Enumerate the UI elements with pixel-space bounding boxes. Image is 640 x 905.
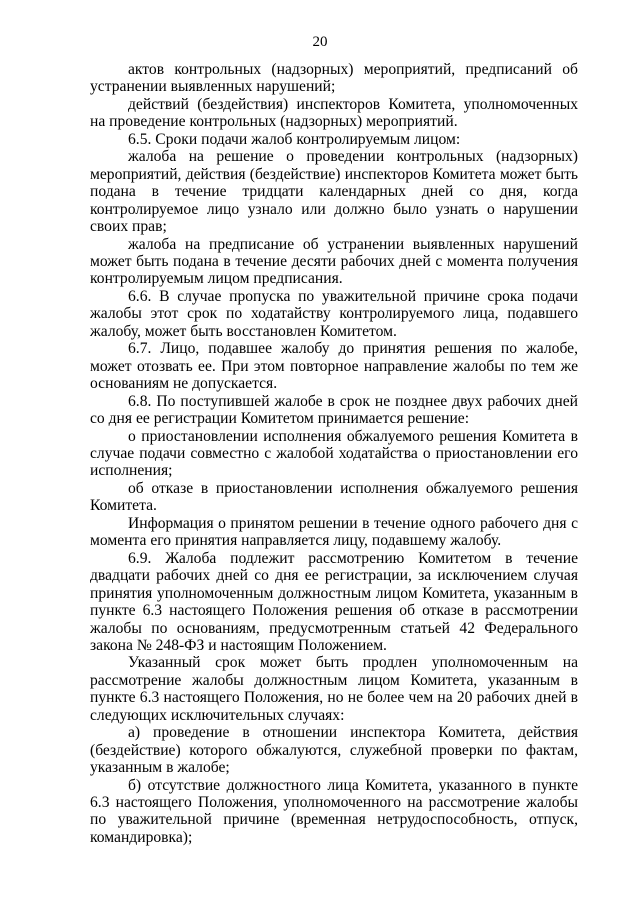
paragraph-6-9: 6.9. Жалоба подлежит рассмотрению Комитетом в течение двадцати рабочих дней со дня ее регистрации, за исключением случая принятия уполномоченным должностным лицом Комитета, указанным в пункте 6.3 настоящего Положения решения об отказе в рассмотрении жалобы по основаниям, предусмотренным статьей 42 Федерального закона № 248-ФЗ и настоящим Положением. <box>90 549 578 654</box>
paragraph-6-6: 6.6. В случае пропуска по уважительной причине срока подачи жалобы этот срок по ходатайству контролируемого лица, подавшего жалобу, может быть восстановлен Комитетом. <box>90 287 578 340</box>
paragraph: Информация о принятом решении в течение одного рабочего дня с момента его принятия направляется лицу, подавшему жалобу. <box>90 514 578 550</box>
paragraph: об отказе в приостановлении исполнения обжалуемого решения Комитета. <box>90 479 578 515</box>
page-number: 20 <box>312 34 328 50</box>
section-heading-6-5: 6.5. Сроки подачи жалоб контролируемым лицом: <box>128 130 461 148</box>
paragraph-6-7: 6.7. Лицо, подавшее жалобу до принятия решения по жалобе, может отозвать ее. При этом повторное направление жалобы по тем же основаниям не допускается. <box>90 340 578 393</box>
paragraph: жалоба на предписание об устранении выявленных нарушений может быть подана в течение десяти рабочих дней с момента получения контролируемым лицом предписания. <box>90 235 578 288</box>
paragraph: актов контрольных (надзорных) мероприятий, предписаний об устранении выявленных нарушений; <box>90 61 578 96</box>
paragraph: о приостановлении исполнения обжалуемого решения Комитета в случае подачи совместно с жалобой ходатайства о приостановлении его исполнения; <box>90 427 578 480</box>
paragraph: Указанный срок может быть продлен уполномоченным на рассмотрение жалобы должностным лицом Комитета, указанным в пункте 6.3 настоящего Положения, но не более чем на 20 рабочих дней в следующих исключительных случаях: <box>90 654 578 724</box>
list-item-b: б) отсутствие должностного лица Комитета, указанного в пункте 6.3 настоящего Положения, уполномоченного на рассмотрение жалобы по уважительной причине (временная нетрудоспособность, отпуск, командировка); <box>90 776 578 846</box>
paragraph: жалоба на решение о проведении контрольных (надзорных) мероприятий, действия (бездействие) инспекторов Комитета может быть подана в течение тридцати календарных дней со дня, когда контролируемое лицо узнало или должно было узнать о нарушении своих прав; <box>90 148 578 236</box>
paragraph-6-8: 6.8. По поступившей жалобе в срок не позднее двух рабочих дней со дня ее регистрации Комитетом принимается решение: <box>90 392 578 428</box>
document-body <box>90 61 578 846</box>
list-item-a: а) проведение в отношении инспектора Комитета, действия (бездействие) которого обжалуются, служебной проверки по фактам, указанным в жалобе; <box>90 724 578 777</box>
paragraph: действий (бездействия) инспекторов Комитета, уполномоченных на проведение контрольных (надзорных) мероприятий. <box>90 95 578 131</box>
